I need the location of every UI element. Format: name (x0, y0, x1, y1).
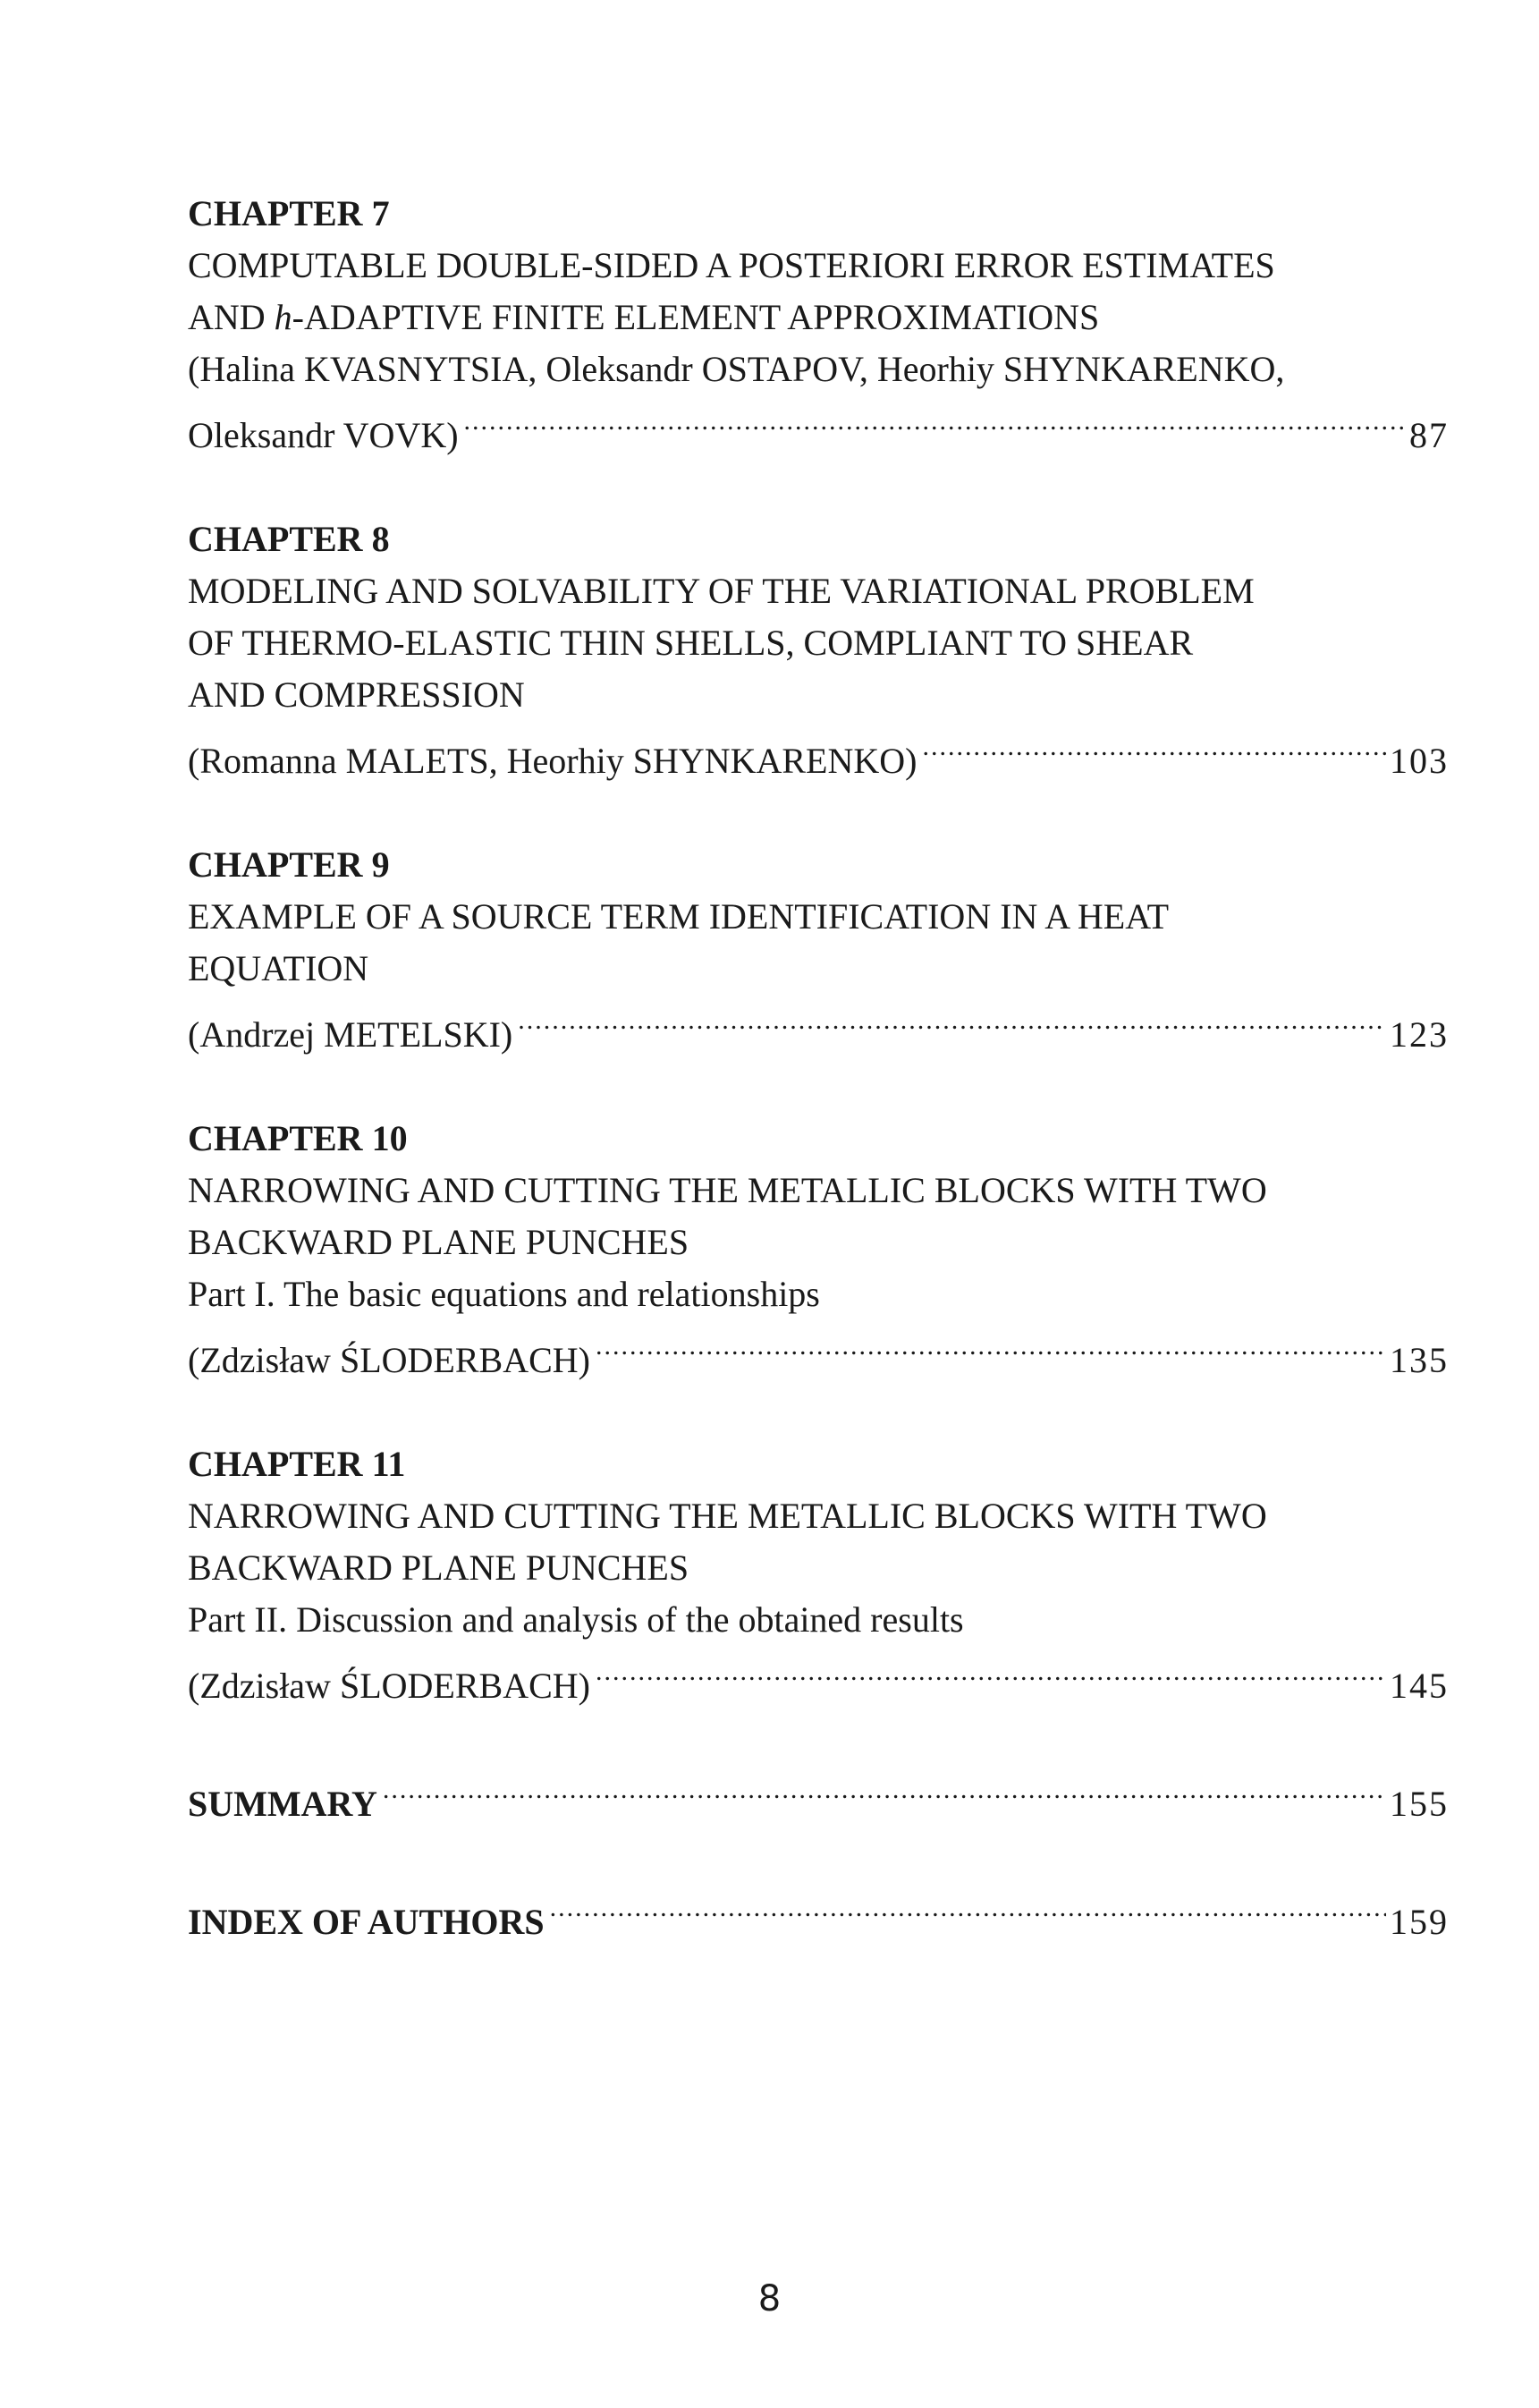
chapter-part-line: Part I. The basic equations and relationships (188, 1274, 820, 1314)
chapter-authors-line: (Zdzisław ŚLODERBACH) (188, 1340, 590, 1380)
dot-leader (596, 1646, 1386, 1698)
chapter-title-line: EXAMPLE OF A SOURCE TERM IDENTIFICATION IN A HEAT (188, 896, 1170, 937)
chapter-title-line: MODELING AND SOLVABILITY OF THE VARIATIONAL PROBLEM (188, 571, 1255, 611)
page-number: 8 (757, 2278, 782, 2319)
dot-leader (464, 395, 1406, 447)
toc-leader-line (188, 1320, 1449, 1386)
title-text: AND (188, 297, 275, 337)
table-of-contents (188, 188, 1449, 2000)
title-text: -ADAPTIVE FINITE ELEMENT APPROXIMATIONS (292, 297, 1100, 337)
chapter-title-line: COMPUTABLE DOUBLE-SIDED A POSTERIORI ERROR ESTIMATES (188, 245, 1275, 285)
toc-leader-line (188, 1764, 1449, 1830)
toc-leader-line (188, 721, 1449, 787)
toc-entry-chapter-8 (188, 513, 1449, 787)
chapter-label: CHAPTER 10 (188, 1118, 408, 1158)
chapter-title-line: NARROWING AND CUTTING THE METALLIC BLOCKS WITH TWO (188, 1170, 1267, 1210)
dot-leader (596, 1320, 1386, 1372)
toc-leader-line (188, 995, 1449, 1061)
summary-label: SUMMARY (188, 1784, 377, 1824)
page-number-ref: 135 (1390, 1340, 1449, 1380)
chapter-title-line: BACKWARD PLANE PUNCHES (188, 1222, 689, 1262)
title-italic-h: h (274, 297, 292, 337)
chapter-authors-line: Oleksandr VOVK) (188, 415, 459, 455)
toc-entry-index-of-authors (188, 1882, 1449, 1948)
toc-entry-chapter-10 (188, 1113, 1449, 1386)
dot-leader (383, 1764, 1386, 1816)
chapter-title-line: OF THERMO-ELASTIC THIN SHELLS, COMPLIANT TO SHEAR (188, 623, 1194, 663)
chapter-title-line: BACKWARD PLANE PUNCHES (188, 1547, 689, 1588)
index-of-authors-label: INDEX OF AUTHORS (188, 1902, 545, 1942)
dot-leader (922, 721, 1386, 773)
chapter-title-line: EQUATION (188, 948, 369, 988)
chapter-authors-line: (Andrzej METELSKI) (188, 1014, 513, 1055)
dot-leader (518, 995, 1386, 1047)
chapter-title-line: AND COMPRESSION (188, 674, 525, 715)
chapter-authors-line: (Zdzisław ŚLODERBACH) (188, 1666, 590, 1706)
page-number-ref: 159 (1390, 1902, 1449, 1942)
page-number-ref: 145 (1390, 1666, 1449, 1706)
chapter-title-line: NARROWING AND CUTTING THE METALLIC BLOCKS WITH TWO (188, 1496, 1267, 1536)
chapter-label: CHAPTER 7 (188, 193, 390, 233)
page-number-ref: 123 (1390, 1014, 1449, 1055)
page-number-ref: 103 (1390, 741, 1449, 781)
dot-leader (550, 1882, 1386, 1934)
toc-entry-chapter-9 (188, 839, 1449, 1061)
chapter-label: CHAPTER 9 (188, 844, 390, 885)
toc-entry-chapter-7 (188, 188, 1449, 462)
toc-leader-line (188, 1882, 1449, 1948)
chapter-authors-line: (Halina KVASNYTSIA, Oleksandr OSTAPOV, Heorhiy SHYNKARENKO, (188, 349, 1285, 389)
toc-entry-summary (188, 1764, 1449, 1830)
chapter-title-line (188, 292, 1449, 343)
page-number-ref: 87 (1409, 415, 1449, 455)
toc-entry-chapter-11 (188, 1438, 1449, 1712)
chapter-part-line: Part II. Discussion and analysis of the obtained results (188, 1599, 964, 1640)
page-number-ref: 155 (1390, 1784, 1449, 1824)
chapter-authors-line: (Romanna MALETS, Heorhiy SHYNKARENKO) (188, 741, 917, 781)
chapter-label: CHAPTER 8 (188, 519, 390, 559)
chapter-label: CHAPTER 11 (188, 1444, 406, 1484)
toc-leader-line (188, 1646, 1449, 1712)
toc-leader-line (188, 395, 1449, 462)
